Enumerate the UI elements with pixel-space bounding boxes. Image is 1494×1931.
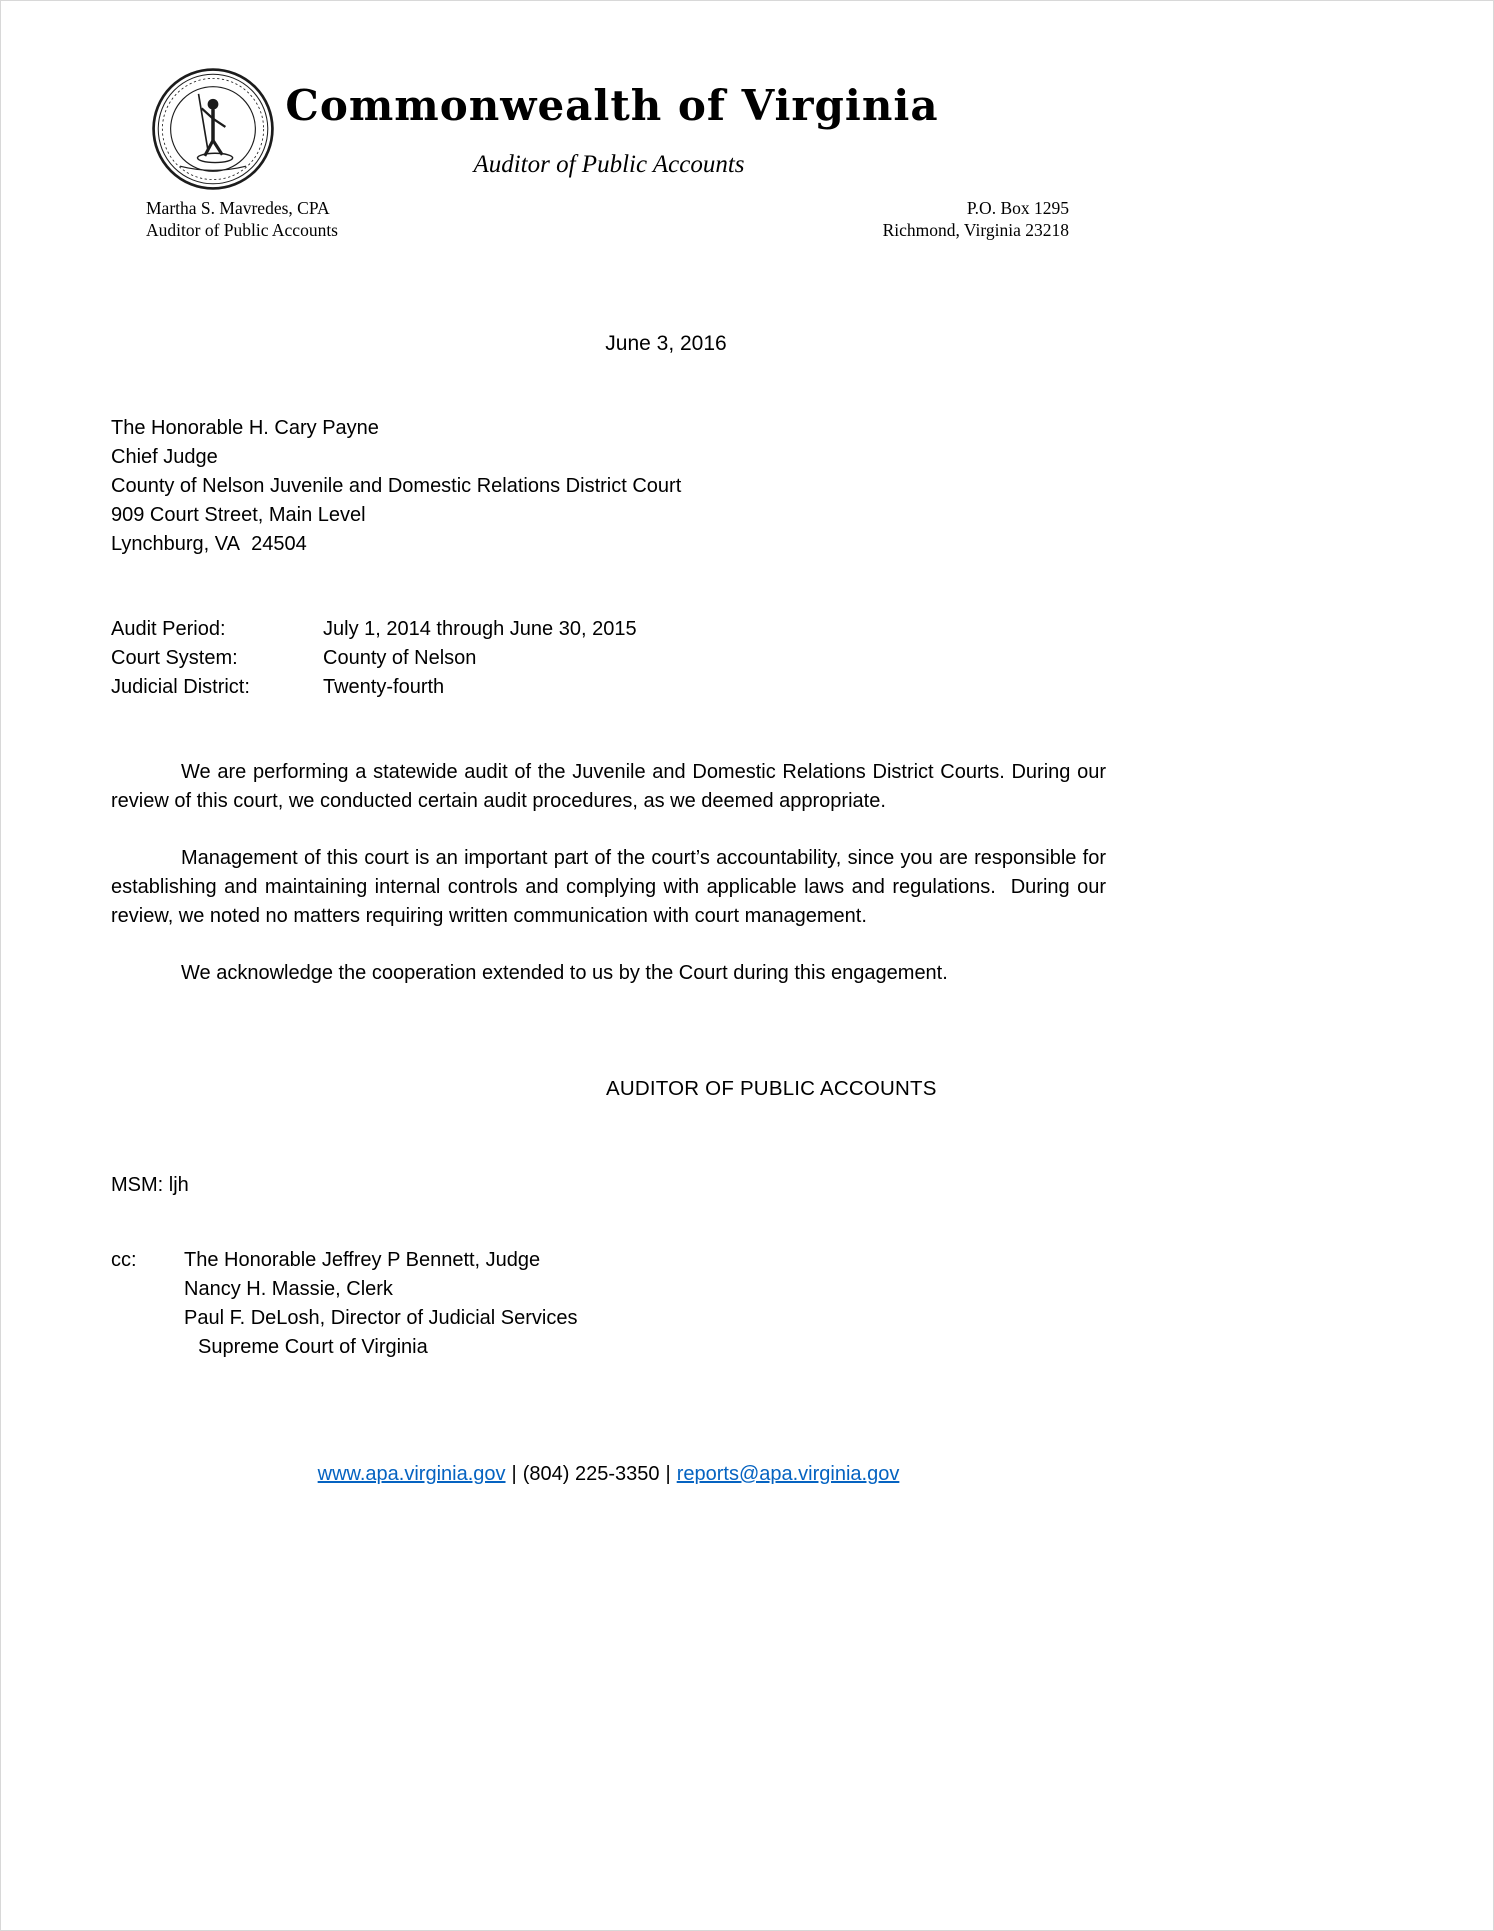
detail-label: Judicial District: [111,676,250,698]
detail-row [111,644,1383,673]
audit-details-block [111,615,1383,702]
paragraph: We acknowledge the cooperation extended to us by the Court during this engagement. [181,962,948,984]
letter-paragraphs [111,758,1106,988]
org-name: Commonwealth of Virginia [285,81,939,130]
typist-reference: MSM: ljh [111,1174,189,1196]
detail-value: County of Nelson [323,647,477,669]
letterhead [1,1,1493,249]
letter-body [1,329,1493,1362]
official-block [146,197,338,241]
footer-separator: | [511,1463,517,1485]
recipient-line: County of Nelson Juvenile and Domestic Relations District Court [111,475,682,497]
cc-list [184,1246,578,1362]
phone-number: (804) 225-3350 [522,1463,660,1485]
recipient-line: 909 Court Street, Main Level [111,504,366,526]
letter-date: June 3, 2016 [605,332,727,355]
office-address-block [883,197,1069,241]
cc-recipient: The Honorable Jeffrey P Bennett, Judge [184,1249,541,1271]
recipient-address-block [111,414,1383,559]
paragraph: Management of this court is an important part of the court’s accountability, since you are responsible for establishing and maintaining internal controls and complying with applicable laws and regulations. During our review, we noted no matters requiring written communication with court management. [111,847,1106,927]
letterhead-info-row [146,197,1069,241]
address-line1: P.O. Box 1295 [966,198,1069,218]
cc-recipient: Nancy H. Massie, Clerk [184,1278,393,1300]
cc-label: cc: [111,1249,137,1271]
paragraph: We are performing a statewide audit of the Juvenile and Domestic Relations District Courts. During our review of this court, we conducted certain audit procedures, as we deemed appropriate. [111,761,1106,812]
cc-recipient: Supreme Court of Virginia [198,1336,428,1358]
org-subtitle: Auditor of Public Accounts [473,151,745,178]
letter-footer [111,1463,1106,1486]
official-name: Martha S. Mavredes, CPA [146,198,330,218]
detail-value: Twenty-fourth [323,676,445,698]
footer-separator: | [665,1463,671,1485]
email-link[interactable]: reports@apa.virginia.gov [676,1463,900,1485]
detail-row [111,615,1383,644]
detail-row [111,673,1383,702]
cc-block [111,1246,1383,1362]
cc-recipient: Paul F. DeLosh, Director of Judicial Services [184,1307,578,1329]
detail-value: July 1, 2014 through June 30, 2015 [323,618,637,640]
signature-org-line: AUDITOR OF PUBLIC ACCOUNTS [606,1077,937,1100]
website-link[interactable]: www.apa.virginia.gov [317,1463,506,1485]
address-line2: Richmond, Virginia 23218 [882,220,1069,240]
official-title: Auditor of Public Accounts [146,220,338,240]
recipient-line: Chief Judge [111,446,218,468]
recipient-line: Lynchburg, VA 24504 [111,533,307,555]
detail-label: Audit Period: [111,618,226,640]
recipient-line: The Honorable H. Cary Payne [111,417,379,439]
detail-label: Court System: [111,647,238,669]
